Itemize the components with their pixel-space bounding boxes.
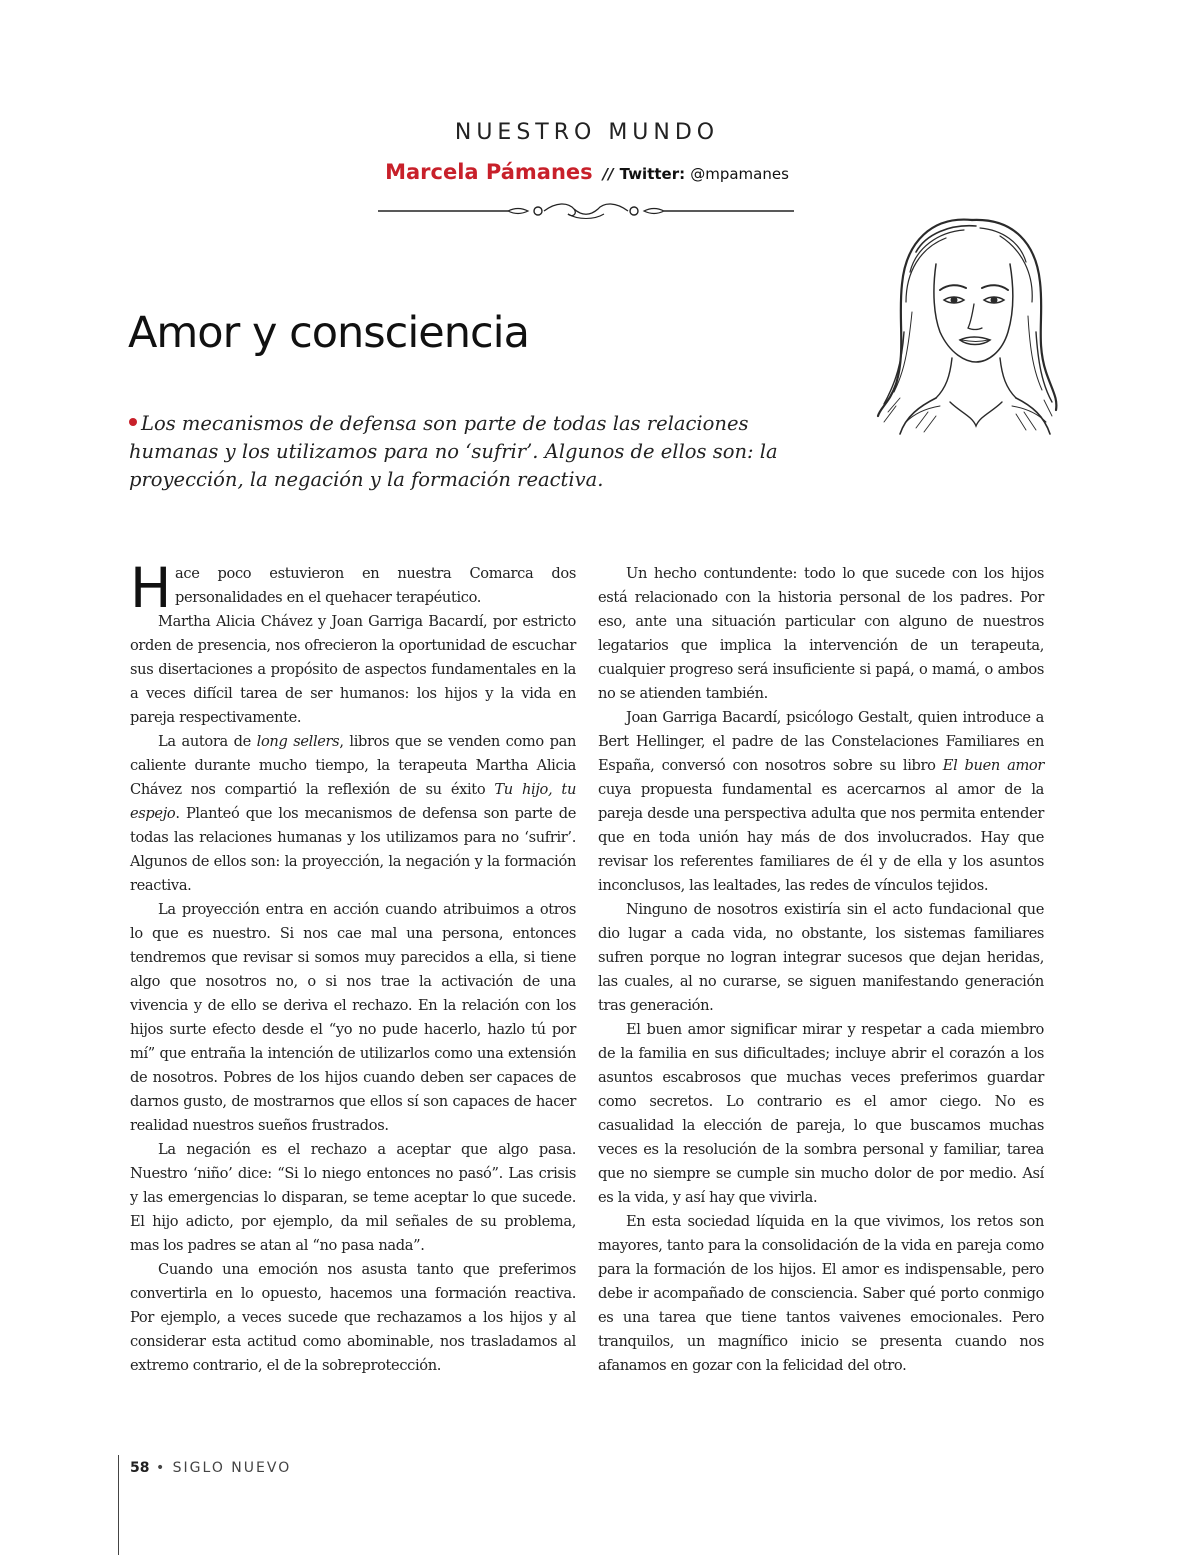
body-paragraph: La proyección entra en acción cuando atribuimos a otros lo que es nuestro. Si nos cae mal una persona, entonces tendremos que revisar si somos muy parecidos a ella, si tiene algo que nosotros no, o si nos trae la activación de una vivencia y de ello se deriva el rechazo. En la relación con los hijos surte efecto desde el “yo no pude hacerlo, hazlo tú por mí” que entraña la intención de utilizarlos como una extensión de nosotros. Pobres de los hijos cuando deben ser capaces de darnos gusto, de mostrarnos que ellos sí son capaces de hacer realidad nuestros sueños frustrados.	[130, 901, 576, 1134]
paragraph-text: Joan Garriga Bacardí, psicólogo Gestalt, quien introduce a Bert Hellinger, el padre de las Constelaciones Familiares en España, conversó con nosotros sobre su libro	[598, 709, 1044, 774]
byline-separator: //	[602, 165, 614, 183]
body-paragraph: El buen amor significar mirar y respetar a cada miembro de la familia en sus dificultades; incluye abrir el corazón a los asuntos escabrosos que muchas veces preferimos guardar como secretos. Lo contrario es el amor ciego. No es casualidad la elección de pareja, lo que buscamos muchas veces es la resolución de la sombra personal y familiar, tarea que no siempre se cumple sin mucho dolor de por medio. Así es la vida, y así hay que vivirla.	[598, 1021, 1044, 1206]
body-paragraph: Ninguno de nosotros existiría sin el acto fundacional que dio lugar a cada vida, no obstante, los sistemas familiares sufren porque no logran integrar sucesos que dejan heridas, las cuales, al no curarse, se siguen manifestando generación tras generación.	[598, 901, 1044, 1014]
byline	[0, 160, 1174, 184]
article-title: Amor y consciencia	[128, 308, 529, 358]
paragraph-text: cuya propuesta fundamental es acercarnos al amor de la pareja desde una perspectiva adulta que nos permita entender que en toda unión hay más de dos involucrados. Hay que revisar los referentes familiares de él y de ella y los asuntos inconclusos, las lealtades, las redes de vínculos tejidos.	[598, 781, 1044, 894]
section-title: NUESTRO MUNDO	[454, 120, 720, 145]
page-number: 58	[130, 1460, 150, 1476]
body-paragraph: En esta sociedad líquida en la que vivimos, los retos son mayores, tanto para la consolidación de la vida en pareja como para la formación de los hijos. El amor es indispensable, pero debe ir acompañado de consciencia. Saber qué porto conmigo es una tarea que tiene tantos vaivenes emocionales. Pero tranquilos, un magnífico inicio se presenta cuando nos afanamos en gozar con la felicidad del otro.	[598, 1213, 1044, 1374]
twitter-label: Twitter:	[619, 165, 686, 183]
body-paragraph: La negación es el rechazo a aceptar que algo pasa. Nuestro ‘niño’ dice: “Si lo niego entonces no pasó”. Las crisis y las emergencias lo disparan, se teme aceptar lo que sucede. El hijo adicto, por ejemplo, da mil señales de su problema, mas los padres se atan al “no pasa nada”.	[130, 1141, 576, 1254]
article-column-2	[598, 562, 1044, 1378]
footer-dot: •	[155, 1460, 167, 1476]
bullet-icon	[129, 418, 137, 426]
drop-cap: H	[130, 556, 172, 620]
article-column-1	[130, 556, 576, 1378]
ornament-divider-icon	[378, 200, 794, 222]
paragraph-text: La autora de	[158, 733, 257, 750]
paragraph-text: , libros que se venden como pan caliente durante mucho tiempo, la terapeuta Martha Alicia Chávez nos compartió la reflexión de su éxito	[130, 733, 576, 798]
body-paragraph	[130, 730, 576, 898]
lead-text: Los mecanismos de defensa son parte de todas las relaciones humanas y los utilizamos para no ‘sufrir’. Algunos de ellos son: la proyección, la negación y la formación reactiva.	[129, 412, 778, 491]
publication-name: SIGLO NUEVO	[172, 1460, 292, 1476]
twitter-handle[interactable]: @mpamanes	[690, 165, 789, 183]
body-paragraph	[130, 556, 576, 620]
author-name: Marcela Pámanes	[385, 160, 593, 184]
italic-term: long sellers	[256, 733, 340, 750]
page-footer	[130, 1460, 291, 1476]
book-title: El buen amor	[942, 757, 1044, 774]
body-paragraph: Cuando una emoción nos asusta tanto que preferimos convertirla en lo opuesto, hacemos una formación reactiva. Por ejemplo, a veces sucede que rechazamos a los hijos y al considerar esta actitud como abominable, nos trasladamos al extremo contrario, el de la sobreprotección.	[130, 1261, 576, 1374]
paragraph-text: ace poco estuvieron en nuestra Comarca dos personalidades en el quehacer terapéutico.	[175, 565, 576, 606]
footer-rule	[118, 1455, 119, 1555]
body-paragraph: Un hecho contundente: todo lo que sucede con los hijos está relacionado con la historia personal de los padres. Por eso, ante una situación particular con alguno de nuestros legatarios que implica la intervención de un terapeuta, cualquier progreso será insuficiente si papá, o mamá, o ambos no se atienden también.	[598, 565, 1044, 702]
article-lead	[129, 410, 779, 494]
author-portrait-sketch	[876, 212, 1060, 438]
body-paragraph	[598, 706, 1044, 898]
book-title: Tu hijo, tu espejo	[130, 781, 576, 822]
body-paragraph: Martha Alicia Chávez y Joan Garriga Bacardí, por estricto orden de presencia, nos ofrecieron la oportunidad de escuchar sus disertaciones a propósito de aspectos fundamentales en la a veces difícil tarea de ser humanos: los hijos y la vida en pareja respectivamente.	[130, 613, 576, 726]
paragraph-text: . Planteó que los mecanismos de defensa son parte de todas las relaciones humanas y los utilizamos para no ‘sufrir’. Algunos de ellos son: la proyección, la negación y la formación reactiva.	[130, 805, 576, 894]
